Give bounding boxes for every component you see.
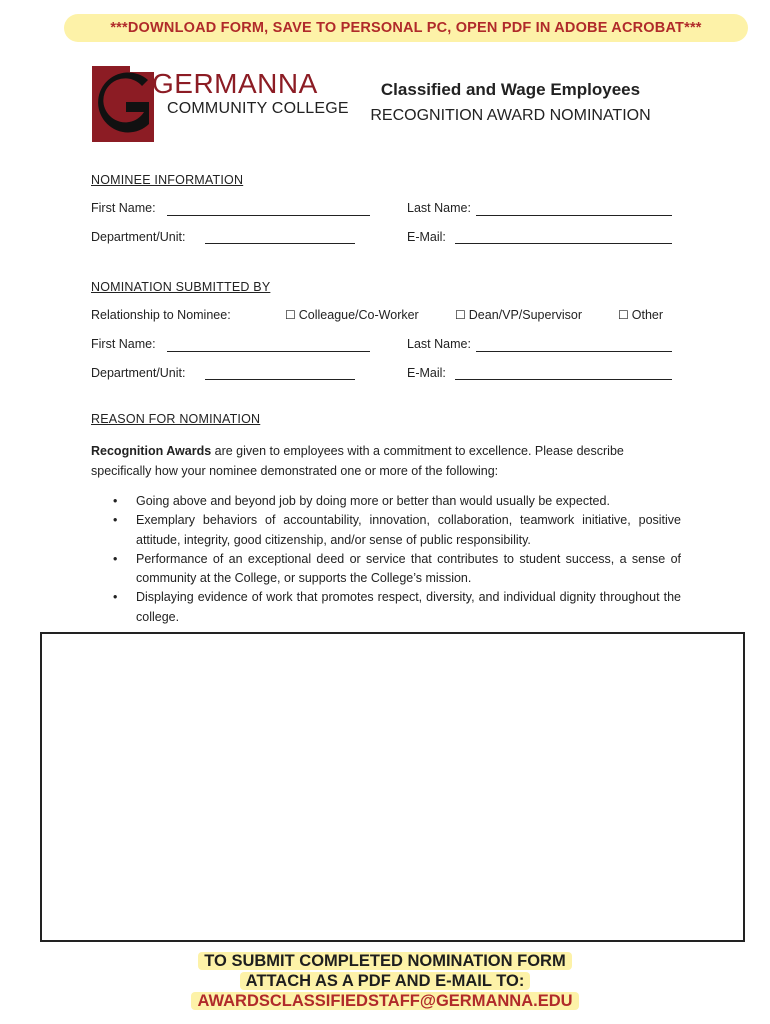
nominee-email-field[interactable]	[455, 243, 672, 244]
submitter-department-label: Department/Unit:	[91, 366, 186, 380]
submitter-department-field[interactable]	[205, 379, 355, 380]
submitter-first-name-field[interactable]	[167, 351, 370, 352]
option-dean-label: Dean/VP/Supervisor	[468, 308, 583, 322]
college-subname: COMMUNITY COLLEGE	[167, 100, 349, 117]
reason-intro-text: are given to employees with a commitment to excellence. Please describe specifically how your nominee demonstrated one or more of the following:	[91, 444, 624, 478]
option-dean[interactable]	[455, 308, 582, 322]
list-item: • Exemplary behaviors of accountability, innovation, collaboration, teamwork initiative, positive attitude, integrity, good citizenship, and/or sense of public responsibility.	[91, 511, 681, 550]
reason-text-area[interactable]	[40, 632, 745, 942]
submit-email-text[interactable]: AWARDSCLASSIFIEDSTAFF@GERMANNA.EDU	[191, 992, 578, 1010]
checkbox-icon[interactable]: ☐	[455, 308, 466, 322]
submit-line2-text: ATTACH AS A PDF AND E-MAIL TO:	[240, 972, 531, 990]
criteria-list	[91, 492, 681, 627]
germanna-logo	[92, 66, 349, 142]
download-instructions-banner: ***DOWNLOAD FORM, SAVE TO PERSONAL PC, OPEN PDF IN ADOBE ACROBAT***	[64, 14, 748, 42]
nominee-department-field[interactable]	[205, 243, 355, 244]
checkbox-icon[interactable]: ☐	[285, 308, 296, 322]
submitter-last-name-field[interactable]	[476, 351, 672, 352]
option-colleague[interactable]	[285, 308, 419, 322]
checkbox-icon[interactable]: ☐	[618, 308, 629, 322]
submitter-email-label: E-Mail:	[407, 366, 446, 380]
submit-instructions-line2	[0, 971, 770, 991]
submitter-section-heading: NOMINATION SUBMITTED BY	[91, 280, 271, 294]
nominee-department-label: Department/Unit:	[91, 230, 186, 244]
list-item: • Performance of an exceptional deed or service that contributes to student success, a sense of community at the College, or supports the College’s mission.	[91, 550, 681, 589]
submitter-last-name-label: Last Name:	[407, 337, 471, 351]
nominee-section-heading: NOMINEE INFORMATION	[91, 173, 244, 187]
nominee-first-name-label: First Name:	[91, 201, 156, 215]
college-name: GERMANNA	[152, 68, 318, 99]
nominee-last-name-field[interactable]	[476, 215, 672, 216]
option-colleague-label: Colleague/Co-Worker	[298, 308, 419, 322]
option-other-label: Other	[631, 308, 664, 322]
nominee-email-label: E-Mail:	[407, 230, 446, 244]
list-item: • Displaying evidence of work that promotes respect, diversity, and individual dignity throughout the college.	[91, 588, 681, 627]
submit-email-address	[0, 991, 770, 1011]
nominee-last-name-label: Last Name:	[407, 201, 471, 215]
form-subtitle: RECOGNITION AWARD NOMINATION	[370, 107, 651, 124]
form-title: Classified and Wage Employees	[380, 80, 641, 99]
submitter-first-name-label: First Name:	[91, 337, 156, 351]
reason-intro	[91, 441, 681, 481]
list-item: • Going above and beyond job by doing more or better than would usually be expected.	[91, 492, 681, 511]
reason-section-heading: REASON FOR NOMINATION	[91, 412, 261, 426]
reason-intro-bold: Recognition Awards	[91, 444, 212, 458]
relationship-label: Relationship to Nominee:	[91, 308, 231, 322]
nominee-first-name-field[interactable]	[167, 215, 370, 216]
submit-instructions-line1	[0, 951, 770, 971]
submitter-email-field[interactable]	[455, 379, 672, 380]
option-other[interactable]	[618, 308, 663, 322]
g-logo-icon	[92, 66, 154, 142]
submit-line1-text: TO SUBMIT COMPLETED NOMINATION FORM	[198, 952, 571, 970]
